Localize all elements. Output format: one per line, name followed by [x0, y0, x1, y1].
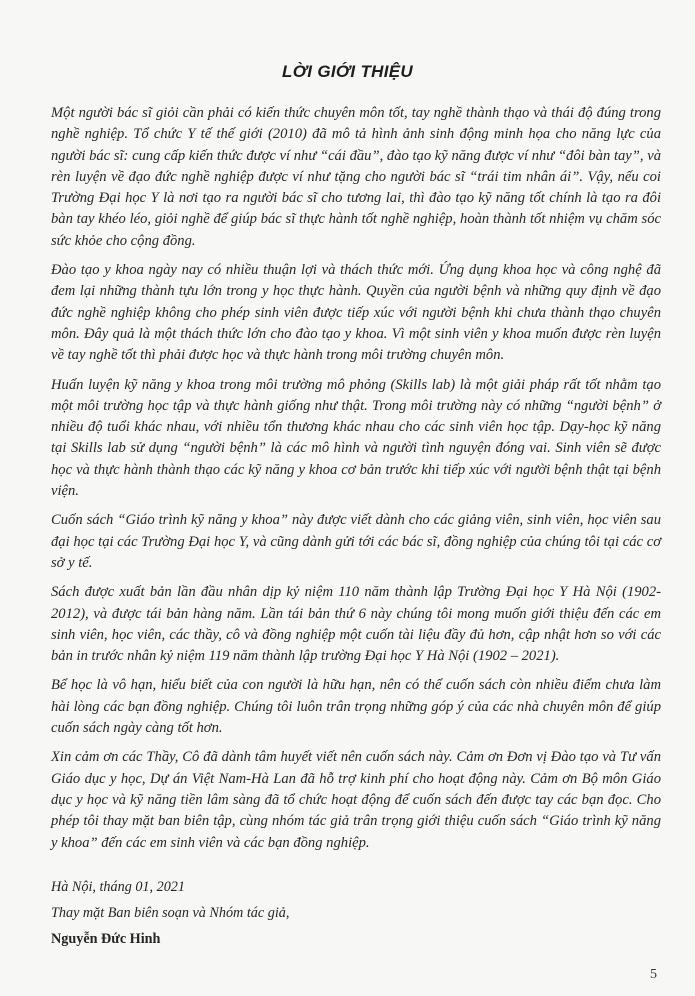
- paragraph-5: Sách được xuất bản lần đầu nhân dịp kỷ niệm 110 năm thành lập Trường Đại học Y Hà Nội (1902-2012), và được tái bản hàng năm. Lần tái bản thứ 6 này chúng tôi mong muốn giới thiệu đến các em sinh viên, học viên, các thầy, cô và đồng nghiệp một cuốn tài liệu đầy đủ hơn, cập nhật hơn so với các bản in trước nhân kỷ niệm 119 năm thành lập trường Đại học Y Hà Nội (1902 – 2021).: [51, 584, 661, 665]
- on-behalf-line: Thay mặt Ban biên soạn và Nhóm tác giả,: [51, 905, 290, 921]
- place-date: Hà Nội, tháng 01, 2021: [51, 879, 185, 895]
- paragraph-3: Huấn luyện kỹ năng y khoa trong môi trường mô phỏng (Skills lab) là một giải pháp rất tốt nhằm tạo một môi trường học tập và thực hành giống như thật. Trong môi trường này có những “người bệnh” ở nhiều độ tuổi khác nhau, với nhiều tổn thương khác nhau cho các sinh viên học tập. Dạy-học kỹ năng tại Skills lab sử dụng “người bệnh” là các mô hình và người tình nguyện đóng vai. Sinh viên sẽ được học và thực hành thành thạo các kỹ năng y khoa cơ bản trước khi tiếp xúc với người bệnh thật tại bệnh viện.: [51, 376, 661, 500]
- paragraph-1: Một người bác sĩ giỏi cần phải có kiến thức chuyên môn tốt, tay nghề thành thạo và thái độ đúng trong nghề nghiệp. Tổ chức Y tế thế giới (2010) đã mô tả hình ảnh sinh động minh họa cho năng lực của người bác sĩ: cung cấp kiến thức được ví như “cái đầu”, đào tạo kỹ năng được ví như “đôi bàn tay”, và rèn luyện về đạo đức nghề nghiệp được ví như tặng cho người bác sĩ “trái tim nhân ái”. Vậy, nếu coi Trường Đại học Y là nơi tạo ra người bác sĩ cho tương lai, thì đào tạo kỹ năng tốt chính là tạo ra đôi bàn tay khéo léo, giỏi nghề để giúp bác sĩ thực hành tốt nghề nghiệp, hoàn thành tốt nhiệm vụ chăm sóc sức khỏe cho cộng đồng.: [51, 105, 661, 249]
- paragraph-6: Bể học là vô hạn, hiểu biết của con người là hữu hạn, nên có thể cuốn sách còn nhiều điểm chưa làm hài lòng các bạn đồng nghiệp. Chúng tôi luôn trân trọng những góp ý của các nhà chuyên môn để giúp cuốn sách ngày càng tốt hơn.: [51, 677, 661, 737]
- introduction-body: [51, 103, 661, 862]
- paragraph-7: Xin cảm ơn các Thầy, Cô đã dành tâm huyết viết nên cuốn sách này. Cảm ơn Đơn vị Đào tạo và Tư vấn Giáo dục y học, Dự án Việt Nam-Hà Lan đã hỗ trợ kinh phí cho hoạt động này. Cảm ơn Bộ môn Giáo dục y học và kỹ năng tiền lâm sàng đã tổ chức hoạt động để cuốn sách đến được tay các bạn đọc. Cho phép tôi thay mặt ban biên tập, cùng nhóm tác giả trân trọng giới thiệu cuốn sách “Giáo trình kỹ năng y khoa” đến các em sinh viên và các bạn đồng nghiệp.: [51, 749, 661, 851]
- paragraph-2: Đào tạo y khoa ngày nay có nhiều thuận lợi và thách thức mới. Ứng dụng khoa học và công nghệ đã đem lại những thành tựu lớn trong y học thực hành. Quyền của người bệnh và những quy định về đạo đức nghề nghiệp không cho phép sinh viên được tiếp xúc với người bệnh khi chưa thành thạo chuyên môn. Đây quả là một thách thức lớn cho đào tạo y khoa. Vì một sinh viên y khoa muốn được rèn luyện về tay nghề tốt thì phải được học và thực hành trong môi trường chuyên môn.: [51, 262, 661, 364]
- page-number: 5: [650, 967, 657, 982]
- signature-block: [51, 874, 551, 952]
- paragraph-4: Cuốn sách “Giáo trình kỹ năng y khoa” này được viết dành cho các giảng viên, sinh viên, học viên sau đại học tại các Trường Đại học Y, và cũng dành gửi tới các bác sĩ, đồng nghiệp của chúng tôi tại các cơ sở y tế.: [51, 512, 661, 571]
- author-name: Nguyễn Đức Hinh: [51, 931, 161, 947]
- page-title: LỜI GIỚI THIỆU: [282, 62, 413, 81]
